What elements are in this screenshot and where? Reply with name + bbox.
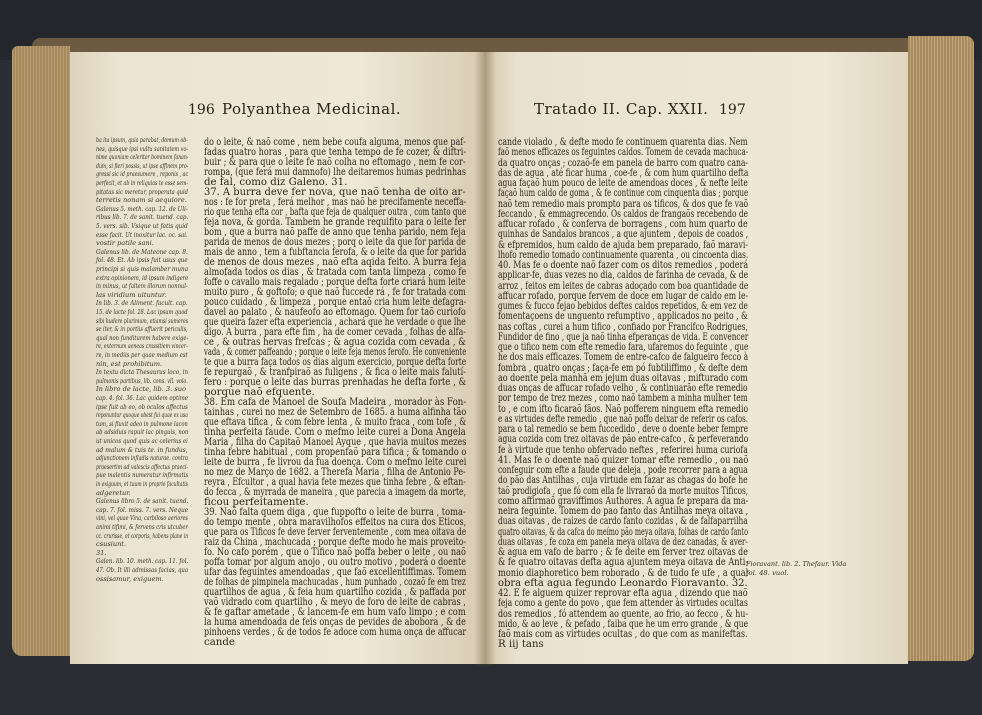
text-line: de menos de dous mezes , naõ efta aqida feito. A burra feja <box>204 257 467 268</box>
text-line: quatro oitavas, & da cafca do meímo pão meya oitava, folhas de cardo fanto <box>498 526 748 538</box>
text-line: 15. de lacte fol. 28. Lac ipsum quod <box>96 308 188 316</box>
text-line: agua façaõ hum pouco de leite de amendoas doces , & nefte leite <box>498 178 748 189</box>
text-line: nas coftas , curei a hum tifico , confiado por Francifco Rodrigues, <box>498 321 748 333</box>
text-line: cap. 4. fol. 36. Lac quidem optime <box>96 394 188 402</box>
text-line: extra opinionem, id ipsum indigere <box>96 273 189 282</box>
text-line: affucar rofado, porque fervem de doce em lugar de caldo em le- <box>498 290 749 302</box>
text-line: almofada todos os dias , & tratada com tanta limpeza , como fe <box>204 267 467 278</box>
text-line: ipse fuit ab eo, ob oculos affectus <box>96 402 188 411</box>
text-line: monio diaphoretico bem roborado , & de tudo fe ufe , a qual <box>498 567 749 579</box>
text-line: ab adsiduis rapuit lac pinguis, non <box>96 428 189 437</box>
text-line: naõ tem remedio mais prompto para os tificos, & dos que fe vaõ <box>498 198 749 210</box>
text-line: ficou perfeitamente. <box>204 497 309 508</box>
text-line: ba ita ipsum, quia parabat, domum ob- <box>96 136 188 144</box>
text-line: poffa tomar por algum anojo , ou outro motivo , poderá o doente <box>204 557 466 568</box>
text-line: vaõ vidrado com quartilho , & meyo de foro de leite de cabras , <box>204 597 466 608</box>
text-line: In textu dicta Thesaurus loco, in <box>96 368 189 377</box>
text-line: applicar-fe, duas vezes no dia, caldos de farinha de cevada, & de <box>498 270 749 282</box>
text-line: buir ; & para que o leite fe naõ colha no eftomago , nem fe cor- <box>204 157 466 168</box>
text-line: Fundidor de fino , que ja naõ tinha efperanças de vida. E convencer <box>498 331 749 343</box>
page-number: 197 <box>719 102 746 118</box>
text-line: sibi hudere plurimum, etiamsi sumeres <box>96 316 189 325</box>
text-line: vini, vel quae Vina, carbiloso aeriores <box>96 514 188 523</box>
text-line: e as virtudes defte remedio , que naõ poffo deixar de referir os cafos. <box>498 413 749 425</box>
text-line: no mez de Março de 1682. a Therefa Maria , filha de Antonio Pe- <box>204 467 466 478</box>
text-line: ut unicos quod quis ac celerius ei <box>96 437 188 445</box>
text-line: confeguir com efte a faude que deleja , pode recorrer para a agua <box>498 465 748 476</box>
text-line: fero : porque o leite das burras prenhadas he defta forte , & <box>204 377 467 388</box>
text-line: que o tifico nem com efte remedio fara, ufaremos do feguinte , que <box>498 342 749 353</box>
open-book <box>12 30 974 680</box>
text-line: ossisamur, exiguem. <box>96 574 164 583</box>
text-line: ao doente pela manhã em jejum duas oitavas , mifturado com <box>498 372 748 384</box>
text-line: 42. E fe alguem quizer reprovar efta agua , dizendo que naõ <box>498 588 748 599</box>
text-line: gressi sic id praesumere , reponis , ac <box>96 170 189 179</box>
text-line: feja nova, & gorda. Tambem he grande requifito para o leite fer <box>204 217 467 228</box>
text-line: R iij tans <box>498 639 544 651</box>
text-line: mido, & ao leve , & pefado , faiba que he um erro grande , & que <box>498 618 749 630</box>
text-line: 40. Mas fe o doente naõ fazer com os ditos remedios , poderá <box>498 260 749 271</box>
text-line: 38. Em cafa de Manoel de Soufa Madeira , morador às Fon- <box>204 397 467 408</box>
page-number: 196 <box>188 102 215 118</box>
text-line: fo. No cafo porém , que o Tifico naõ poffa beber o leite , ou naõ <box>204 547 466 558</box>
text-line: fe à virtude que tenho obfervado neftes , referirei huma curiofa <box>498 444 748 456</box>
text-line: fol. 48. vuol. <box>746 568 789 577</box>
text-line: davel ao palato , & naufeofo ao eftomago. Quem for taõ curiofo <box>204 307 466 318</box>
text-line: Galenus 5. meth. cap. 12. de Uli- <box>96 204 188 213</box>
text-line: muito puro , & goftofo; o que naõ fuccede rá , fe for tratada com <box>204 287 466 298</box>
text-line: do fecca , & myrrada de maneira , que parecia a imagem da morte, <box>204 487 467 498</box>
text-line: pitatas sic meretur, properata quid <box>96 187 188 196</box>
text-line: vada , & comer paffeando ; porque o leite feja menos ferofo. He conveniente <box>204 347 467 358</box>
text-line: do tempo mente , obra maravilhofos effeitos na cura dos Eticos, <box>204 517 467 528</box>
text-line: ribus lib. 7. de sanit. tuend. cap. <box>96 213 189 222</box>
text-line: foffe o cavallo mais regalado ; porque defta forte criará hum leite <box>204 277 466 288</box>
text-line: tum, si fluxit adeo in pulmone lacon <box>96 419 188 428</box>
left-page <box>70 52 484 664</box>
page-block-right <box>908 36 974 661</box>
text-line: re, in mediis per quae medium est <box>96 351 188 359</box>
text-line: obra efta agua fegundo Leonardo Fioravanto. 32. <box>498 577 748 589</box>
text-line: neira feguinte. Tomem do pao fanto das Antilhas meya oitava , <box>498 506 749 517</box>
text-line: 5. vers. sib. Vsique ut fatis quid <box>96 222 188 230</box>
text-line: ce , & outras hervas frefcas ; & agua cozida com cevada , & <box>204 337 466 348</box>
text-line: & fe gaftar ametade , & lancem-fe em hum vafo limpo ; e com <box>204 607 466 618</box>
text-line: pulmonis partibus, lib. cons. vll. volo. <box>96 376 188 385</box>
text-line: duas oitavas , fe coza em panela meya oitava de dez canadas, & aver- <box>498 536 748 548</box>
text-line: tinha febre habitual , com propenfaõ para tifica ; & tomando o <box>204 447 467 458</box>
text-line: 37. A burra deve fer nova, que naõ tenha de oito ar- <box>204 187 466 198</box>
text-line: 41. Mas fe o doente naõ quizer tomar efte remedio , ou naõ <box>498 454 749 466</box>
text-line: tainhas , curei no mez de Setembro de 1685. a huma alfinha tão <box>204 407 467 418</box>
text-line: da quatro onças ; cozaõ-fe em panela de barro com quatro cana- <box>498 157 749 169</box>
text-line: ad malum & tuis te. in fundus, <box>96 445 188 454</box>
text-line: re, externum aeneas crassitiem vincer- <box>96 342 188 351</box>
text-line: fe repurgaõ , & tranfpiraõ as fuligens , & fica o leite mais falutí- <box>204 367 466 378</box>
text-line: que para os Tificos fe deve ferver ferventemente , com mea oitava de <box>204 527 467 538</box>
text-line: façaõ hum caldo de goma , & fe continue com cinquenta dias ; porque <box>498 188 749 200</box>
text-line: do pão das Antilhas , cuja virtude em fazar as chagas do bofe he <box>498 475 748 487</box>
text-line: tinha perfeita faude. Com o mefmo leite curei a Dona Angela <box>204 427 466 438</box>
text-line: adjunctionem infladis naturae. contra <box>96 454 188 463</box>
text-line: feja como a gente do povo , que fem attender às virtudes ocultas <box>498 598 748 610</box>
text-line: terretis nonam si aequiore. <box>96 196 187 205</box>
text-line: fol. 48. Et. Ab ipsis fuit usus que <box>96 256 188 265</box>
text-line: pouco cuidado , & limpeza , porque entaõ cria hum leite defagra- <box>204 297 467 308</box>
text-line: se iter, & in portiis affuerit periculis, <box>96 325 188 334</box>
text-line: fomentaçoens de unguento refumptivo , applicados no peito , & <box>498 311 748 323</box>
text-line: perfecit, et ab in reliquias te esse sem- <box>96 179 188 187</box>
text-line: como affirmaõ graviffimos Authores. A agua fe prepara da ma- <box>498 495 749 507</box>
text-line: digo. A burra , para efte fim , ha de comer cevada , folhas de alfa- <box>204 327 466 338</box>
text-line: dum, si fieri possis, ut ipse affinem pro- <box>96 161 189 170</box>
text-line: agua cozida com trez oitavas de pão entre-cafco , & perfeverando <box>498 434 749 446</box>
text-line: porque naõ efquente. <box>204 387 315 398</box>
text-line: csusiunt. <box>96 540 127 549</box>
text-line: de fal, como diz Galeno. 31. <box>204 177 348 188</box>
text-line: In lib. 3. de Aliment. facult. cap. <box>96 299 188 308</box>
text-line: lhofo remedio tomado continuamente quarenta , ou cincoenta dias. <box>498 249 749 261</box>
text-line: feccando , & emmagrecendo. Os caldos de frangaõs recebendo de <box>498 208 749 220</box>
text-line: para o tal remedio se bem fuccedido , deve o doente beber fempre <box>498 424 749 435</box>
text-line: & fe quatro oitavas defta agua ajuntem meya oitava de Anti- <box>498 557 749 569</box>
text-line: cande <box>204 637 235 648</box>
text-line: arroz , feitos em leites de cabras adoçado com boa quantidade de <box>498 280 749 292</box>
text-line: gumes & fucco fejao bebidos deftes caldos repetidos, & em vez de <box>498 301 748 312</box>
text-line: leite de burra , fe livrou da fua doença. Com o mefmo leite curei <box>204 457 467 468</box>
right-page <box>484 52 908 664</box>
text-line: que queira fazer efta experiencia , achará que he verdade o que lhe <box>204 317 466 328</box>
text-line: do o leite, & naõ come , nem bebe coufa alguma, menos que paf- <box>204 137 466 148</box>
text-line: he dos mais efficazes. Tomem de entre-cafco de falgueiro fecco à <box>498 352 749 364</box>
text-line: nes, quisque ipsi vultu sanitatem vo- <box>96 144 189 153</box>
text-line: nin, est prohibitum. <box>96 359 163 368</box>
text-line: In libro de lacte, lib. 3. suo <box>96 385 186 394</box>
text-line: principi si quis malamber muna <box>96 265 189 273</box>
text-line: praesertim ad valescis affectus praeci- <box>96 462 189 471</box>
text-line: nime quoniam celeriter bominem fanan- <box>96 153 189 162</box>
text-line: la huma amendoada de feis onças de pevides de abobora , & de <box>204 617 466 628</box>
text-line: Galenus lib. de Mateone cap. 8. <box>96 247 188 256</box>
text-line: & efpremidos, hum caldo de ajuda bem preparado, faõ maravi- <box>498 239 749 251</box>
text-line: adgeretur. <box>96 488 131 497</box>
text-line: 31. <box>96 548 107 557</box>
text-line: affucar rofado , & conferva de borragens , com hum quarto de <box>498 219 748 230</box>
text-line: nos : fe for preta , ferá melhor , mas naõ he precifamente neceffa- <box>204 197 467 208</box>
text-line: faõ menos efficazes os feguintes caldos. Tomem de cevada machuca- <box>498 147 749 159</box>
text-line: reponuntur quoque obest fui quae ex usa <box>96 411 188 420</box>
page-block-left <box>12 46 70 656</box>
text-line: quinhas de Sandalos brancos , a que ajuntem , depois de coados , <box>498 229 749 241</box>
text-line: das de agua , até ficar huma , coe-fe , & com hum quartilho defta <box>498 167 749 179</box>
text-line: qual non funditurem habere exige- <box>96 333 189 342</box>
text-line: cande violado , & defte modo fe continuem quarenta dias. Nem <box>498 137 748 148</box>
text-line: faõ mais com as virtudes ocultas , do que com as manifeftas. <box>498 629 748 640</box>
text-line: fadas quatro horas , para que tenha tempo de fe cozer, & diftri- <box>204 147 467 158</box>
text-line: rompa, (que ferá mui damnofo) lhe deitaremos humas pedrinhas <box>204 167 466 178</box>
text-line: to , e com ifto ficaraõ fãos. Naõ pofferem ninguem efta remedio <box>498 403 749 415</box>
text-line: mais de anno , tem a fubftancia ferofa, & o leite da que for parida <box>204 247 467 258</box>
text-line: duas oitavas , de raizes de cardo fanto cozidas , & de falfaparrilha <box>498 516 748 528</box>
text-line: pue malentis numeratur infirmatis <box>96 471 189 480</box>
text-line: taõ prodigiofa , que fó com ella fe livraraõ da morte muitos Tificos, <box>498 485 749 497</box>
text-line: 47. Ob. It illi admissas facias, qua <box>96 566 189 574</box>
text-line: reyra , Efcultor , a qual havia fete mezes que tinha febre , & eftan- <box>204 477 466 488</box>
text-line: de folhas de pimpinela machucadas , hum punhado , cozaõ fe em trez <box>204 577 466 588</box>
text-line: parida de menos de dous mezes ; porq o leite da que for parida de <box>204 237 466 248</box>
text-line: raiz da China , machucada ; porque defte modo he mais proveito- <box>204 537 467 548</box>
text-line: te que a burra faça todos os dias algum exercicio, porque defta forte <box>204 357 467 368</box>
text-line: in exiguum, et tuum in proprio facultatis <box>96 480 188 488</box>
running-head: Tratado II. Cap. XXII. <box>534 100 709 118</box>
text-line: cc. crurisse, et corporis, habens plane in <box>96 531 189 540</box>
text-line: duas onças de affucar rofado velho , & continuarão efte remedio <box>498 383 748 394</box>
text-line: rio que tenha efta cor , bafta que feja de qualquer outra , com tanto que <box>204 207 467 218</box>
text-line: in minus, ut faltem illorum nonnul- <box>96 282 188 291</box>
text-line: Maria , filha do Capitaõ Manoel Ayque , que havia muitos mezes <box>204 437 467 448</box>
text-line: animi tifimi, & fervens cris utcuber <box>96 523 188 531</box>
text-line: esse facit. Ut inoxitur lac. oc. sai. <box>96 230 188 239</box>
text-line: vostir patile sani. <box>96 239 154 248</box>
text-line: Galenus libro 5. de sanit. tuend. <box>96 497 189 506</box>
text-line: Galen. lib. 10. meth. cap. 11. fol. <box>96 557 189 566</box>
text-line: pinhoens verdes , & de todos fe adoce com huma onça de affucar <box>204 627 467 638</box>
text-line: fombra , quatro onças ; faça-fe em pó fubtiliffimo , & defte dem <box>498 362 748 374</box>
text-line: dos remedios , fó attendem ao quente, ao frio, ao fecco , & hu- <box>498 608 749 620</box>
text-line: bom , que a burra naõ paffe de anno que tenha parido, nem feja <box>204 227 466 238</box>
text-line: cap. 7. fol. miss. 7. vers. Neque <box>96 505 189 514</box>
running-head: Polyanthea Medicinal. <box>222 100 402 118</box>
text-line: & agua em vafo de barro ; & fe deite em ferver trez oitavas de <box>498 547 748 558</box>
text-line: quartilhos de agua , & feia hum quartilho cozida , & paffada por <box>204 587 467 598</box>
text-line: ufar das feguintes amendoadas , que faõ excellentiffimas. Tomem <box>204 567 467 578</box>
gutter-shadow <box>474 50 496 666</box>
text-line: que eftava tifica , & com febre lenta , & muito fraca , com tofe , & <box>204 417 467 428</box>
text-line: 39. Naõ falta quem diga , que fuppofto o leite de burra , toma- <box>204 507 466 518</box>
text-line: las viridium uituntur. <box>96 290 167 299</box>
text-line: por tempo de trez mezes , como naõ tambem a minha mulher tem <box>498 393 748 405</box>
text-line: Fioravant. lib. 2. Thefaur. Vida <box>746 560 847 568</box>
